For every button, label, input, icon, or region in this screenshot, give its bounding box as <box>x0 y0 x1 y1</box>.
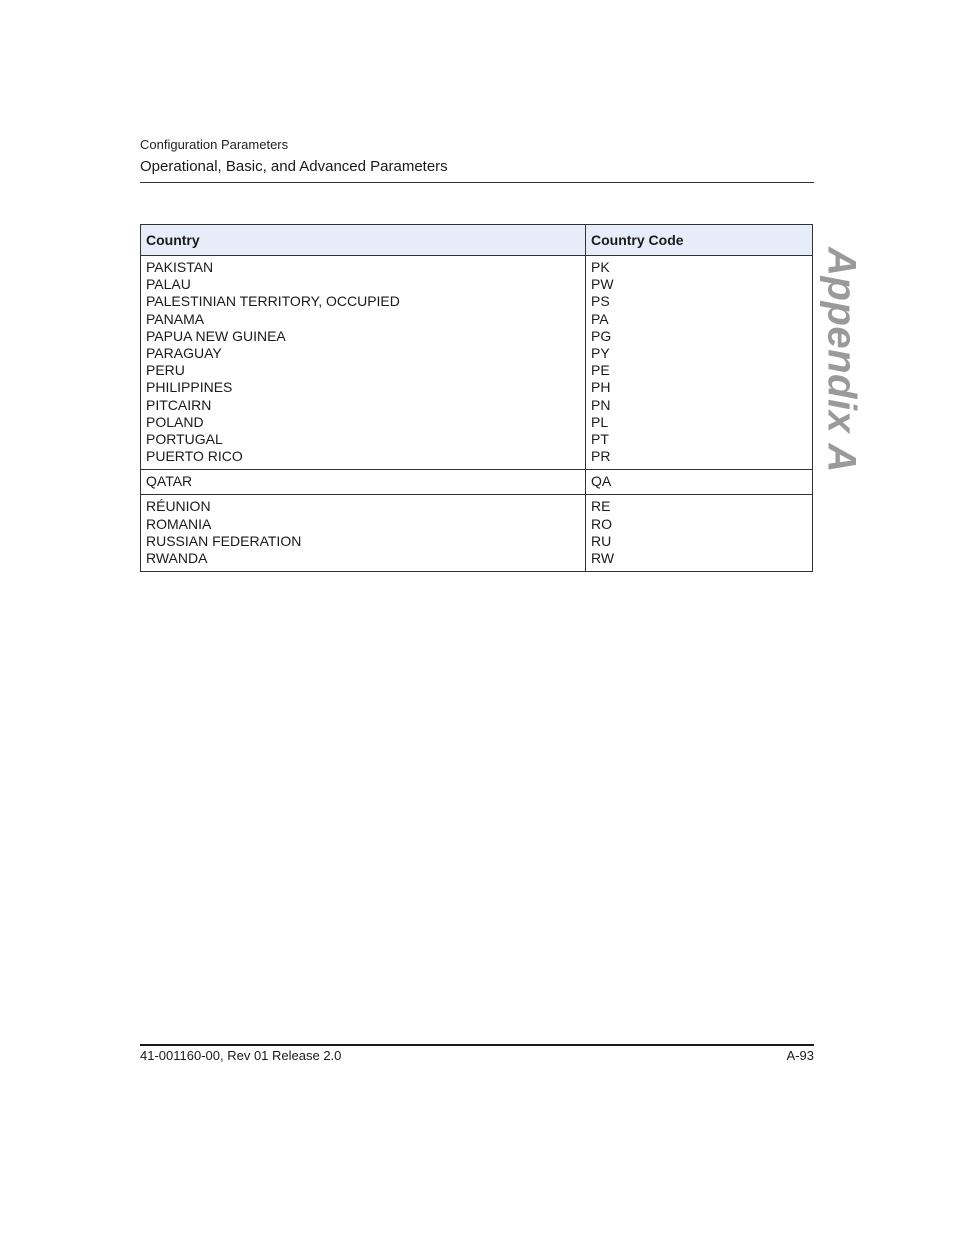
section-label: Configuration Parameters <box>140 137 289 152</box>
code-cell <box>586 470 813 495</box>
country-name: PALESTINIAN TERRITORY, OCCUPIED <box>146 293 400 310</box>
country-code: RE <box>591 498 611 515</box>
page-number: A-93 <box>786 1048 814 1063</box>
country-code: PR <box>591 448 611 465</box>
country-name: PITCAIRN <box>146 396 212 413</box>
country-name: PAPUA NEW GUINEA <box>146 327 286 344</box>
country-name: PERU <box>146 362 185 379</box>
country-code: PN <box>591 396 611 413</box>
table-header-row <box>141 225 813 256</box>
country-name: PUERTO RICO <box>146 448 243 465</box>
country-code: PE <box>591 362 610 379</box>
country-name: RUSSIAN FEDERATION <box>146 532 302 549</box>
appendix-label: Appendix A <box>819 247 864 473</box>
country-cell <box>141 256 586 470</box>
country-name: PHILIPPINES <box>146 379 233 396</box>
country-name: PORTUGAL <box>146 430 223 447</box>
country-name: QATAR <box>146 473 193 490</box>
country-code-table <box>140 224 813 572</box>
table-row <box>141 470 813 495</box>
country-name: PARAGUAY <box>146 344 222 361</box>
page-header <box>140 137 814 177</box>
country-code: PW <box>591 276 614 293</box>
country-code: RO <box>591 515 612 532</box>
country-name: RWANDA <box>146 550 208 566</box>
code-cell <box>586 256 813 470</box>
country-code: PS <box>591 293 610 310</box>
country-name: PAKISTAN <box>146 259 214 275</box>
table-row <box>141 495 813 572</box>
column-header-country: Country <box>141 225 586 256</box>
country-name: PANAMA <box>146 310 205 327</box>
country-code: PH <box>591 379 611 396</box>
country-code: PK <box>591 259 610 275</box>
country-name: POLAND <box>146 413 204 430</box>
country-cell <box>141 470 586 495</box>
header-divider <box>140 182 814 183</box>
appendix-side-tab <box>816 247 866 473</box>
country-code: RW <box>591 550 615 566</box>
document-id: 41-001160-00, Rev 01 Release 2.0 <box>140 1048 342 1063</box>
country-name: PALAU <box>146 276 191 293</box>
page-footer <box>140 1048 814 1064</box>
code-cell <box>586 495 813 572</box>
country-cell <box>141 495 586 572</box>
footer-divider <box>140 1044 814 1046</box>
section-subtitle: Operational, Basic, and Advanced Parameters <box>140 158 448 175</box>
country-code: PG <box>591 327 612 344</box>
country-code: PY <box>591 344 610 361</box>
country-code: PA <box>591 310 609 327</box>
column-header-country-code: Country Code <box>586 225 813 256</box>
country-code: QA <box>591 473 612 490</box>
country-name: ROMANIA <box>146 515 212 532</box>
country-code: RU <box>591 532 612 549</box>
country-code: PT <box>591 430 609 447</box>
country-code: PL <box>591 413 609 430</box>
table-row <box>141 256 813 470</box>
country-name: RÉUNION <box>146 498 211 515</box>
